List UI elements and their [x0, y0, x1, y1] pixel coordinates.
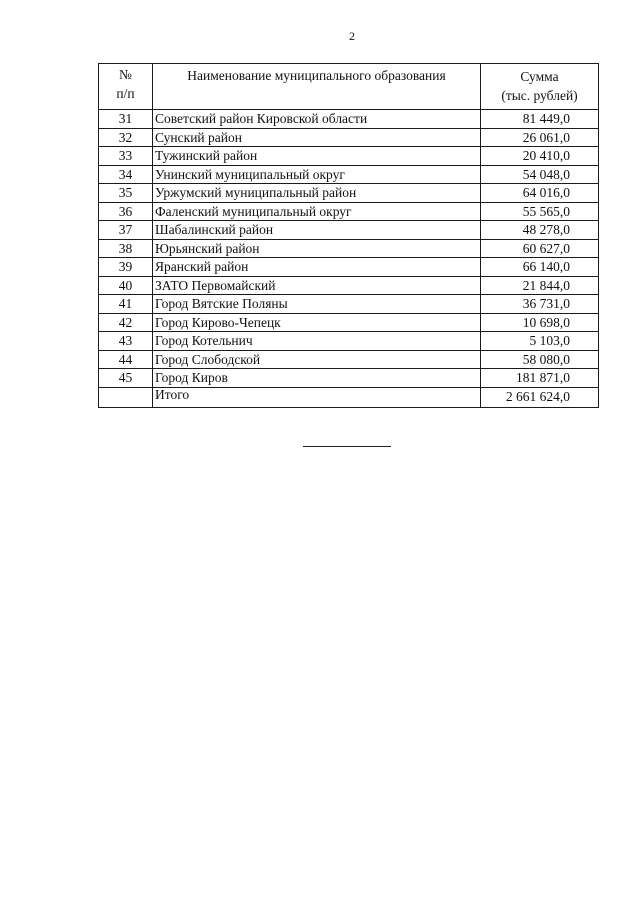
total-label: Итого: [153, 387, 481, 407]
row-name: Советский район Кировской области: [153, 110, 481, 129]
table-body: [99, 110, 599, 408]
header-row: [99, 64, 599, 110]
total-number-cell: [99, 387, 153, 407]
total-sum: 2 661 624,0: [481, 387, 599, 407]
row-name: Уржумский муниципальный район: [153, 184, 481, 203]
table-row: [99, 221, 599, 240]
row-sum: 55 565,0: [481, 202, 599, 221]
table-row: [99, 369, 599, 388]
row-number: 39: [99, 258, 153, 277]
row-name: Юрьянский район: [153, 239, 481, 258]
row-name: Город Вятские Поляны: [153, 295, 481, 314]
row-sum: 10 698,0: [481, 313, 599, 332]
row-number: 36: [99, 202, 153, 221]
table-row: [99, 128, 599, 147]
row-number: 35: [99, 184, 153, 203]
table-row: [99, 258, 599, 277]
row-name: Город Слободской: [153, 350, 481, 369]
table-row: [99, 295, 599, 314]
header-number: [99, 64, 153, 110]
header-sum-line2: (тыс. рублей): [501, 88, 578, 103]
table-row: [99, 184, 599, 203]
row-name: Унинский муниципальный округ: [153, 165, 481, 184]
page-number: 2: [349, 29, 355, 43]
row-number: 31: [99, 110, 153, 129]
row-sum: 66 140,0: [481, 258, 599, 277]
table-header: [99, 64, 599, 110]
row-name: Город Киров: [153, 369, 481, 388]
row-sum: 181 871,0: [481, 369, 599, 388]
row-number: 41: [99, 295, 153, 314]
row-sum: 81 449,0: [481, 110, 599, 129]
row-sum: 58 080,0: [481, 350, 599, 369]
header-name: Наименование муниципального образования: [153, 64, 481, 110]
row-sum: 48 278,0: [481, 221, 599, 240]
table-row: [99, 165, 599, 184]
header-number-line2: п/п: [116, 86, 135, 101]
table-row: [99, 276, 599, 295]
row-name: Шабалинский район: [153, 221, 481, 240]
row-sum: 5 103,0: [481, 332, 599, 351]
row-name: Тужинский район: [153, 147, 481, 166]
header-sum: [481, 64, 599, 110]
row-number: 32: [99, 128, 153, 147]
table-row: [99, 110, 599, 129]
row-number: 33: [99, 147, 153, 166]
row-name: Сунский район: [153, 128, 481, 147]
row-number: 38: [99, 239, 153, 258]
closing-rule: [303, 446, 391, 447]
row-name: Город Котельнич: [153, 332, 481, 351]
row-sum: 54 048,0: [481, 165, 599, 184]
row-name: Город Кирово-Чепецк: [153, 313, 481, 332]
row-name: ЗАТО Первомайский: [153, 276, 481, 295]
row-sum: 21 844,0: [481, 276, 599, 295]
total-row: [99, 387, 599, 407]
municipal-allocation-table: [98, 63, 599, 408]
table-row: [99, 202, 599, 221]
row-number: 43: [99, 332, 153, 351]
table-row: [99, 313, 599, 332]
row-number: 45: [99, 369, 153, 388]
table-row: [99, 332, 599, 351]
header-sum-line1: Сумма: [520, 69, 559, 84]
row-number: 40: [99, 276, 153, 295]
row-number: 42: [99, 313, 153, 332]
row-name: Фаленский муниципальный округ: [153, 202, 481, 221]
row-sum: 64 016,0: [481, 184, 599, 203]
row-sum: 36 731,0: [481, 295, 599, 314]
row-name: Яранский район: [153, 258, 481, 277]
row-number: 44: [99, 350, 153, 369]
table-row: [99, 147, 599, 166]
row-number: 37: [99, 221, 153, 240]
row-sum: 60 627,0: [481, 239, 599, 258]
table-row: [99, 350, 599, 369]
row-sum: 26 061,0: [481, 128, 599, 147]
header-number-line1: №: [119, 67, 132, 82]
row-number: 34: [99, 165, 153, 184]
table-row: [99, 239, 599, 258]
row-sum: 20 410,0: [481, 147, 599, 166]
